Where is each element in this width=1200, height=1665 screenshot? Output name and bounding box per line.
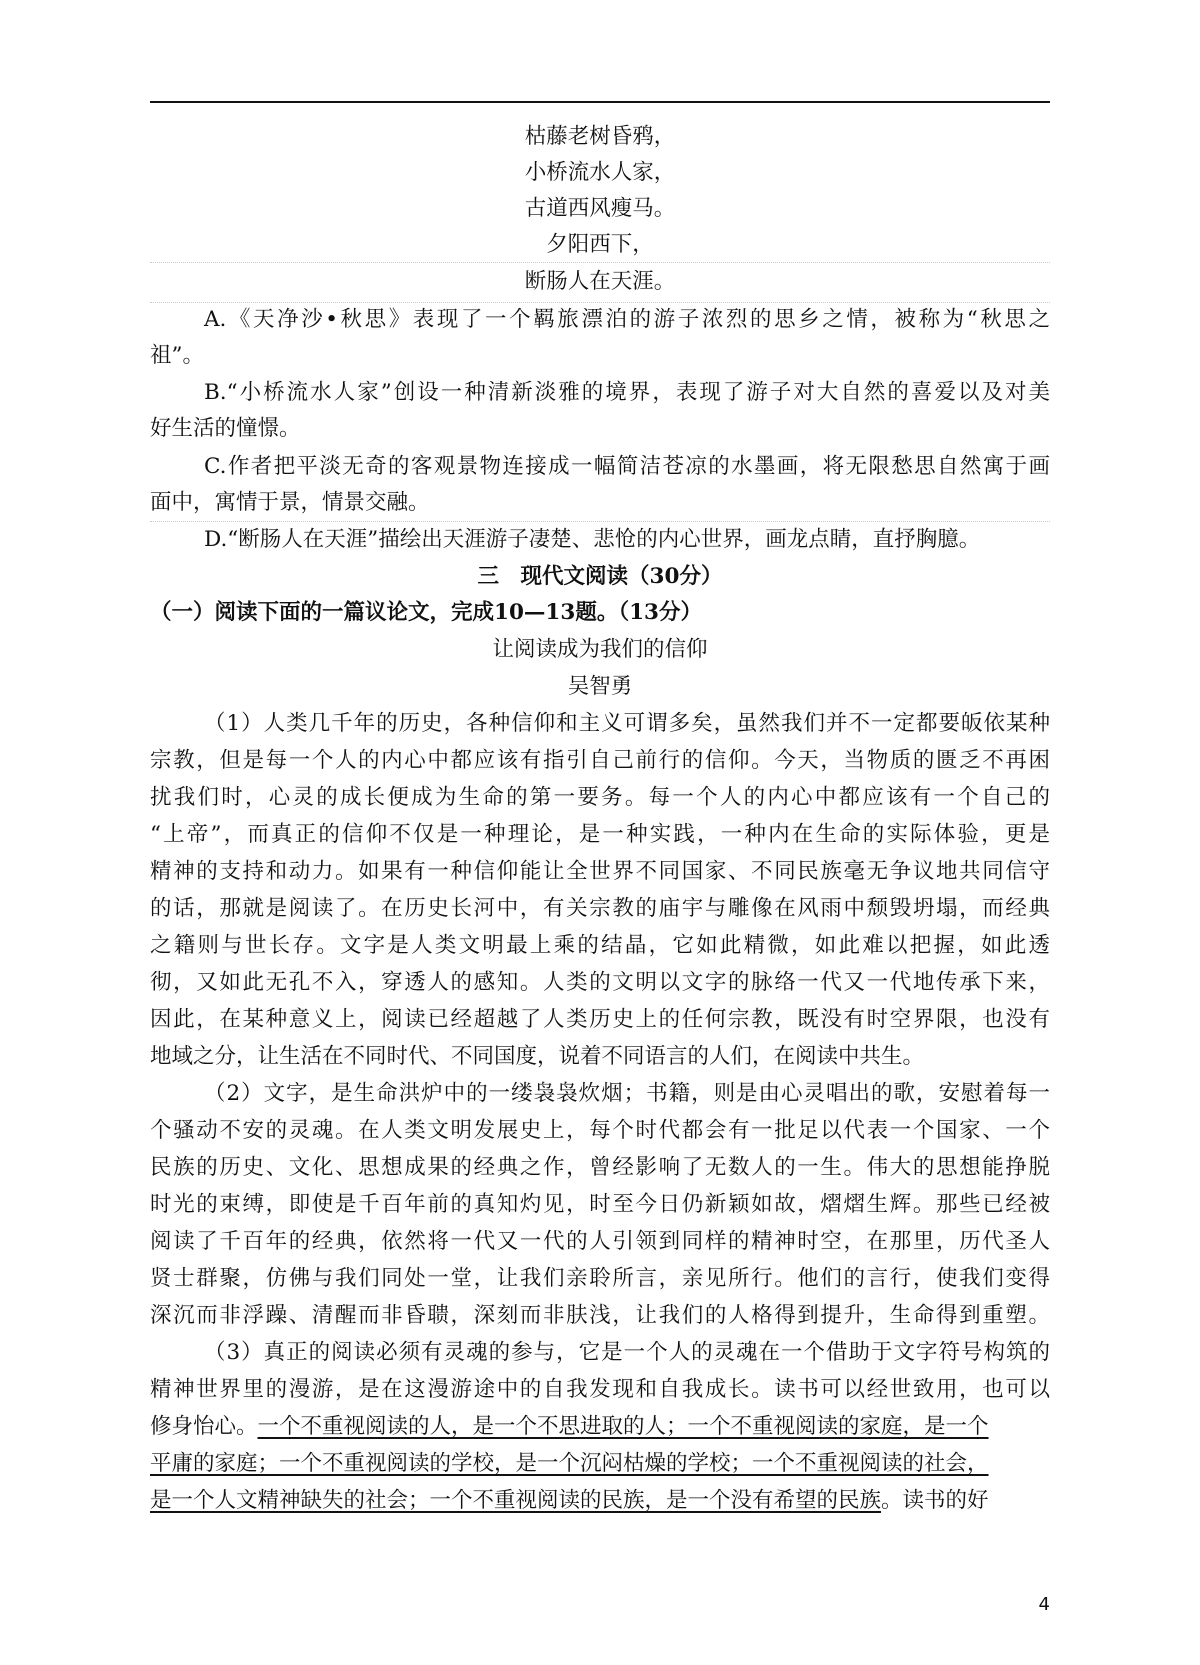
subsection-heading: （一）阅读下面的一篇议论文，完成10—13题。（13分）: [150, 600, 703, 625]
plain-text: 修身怡心。: [150, 1414, 258, 1439]
underlined-text: 是一个人文精神缺失的社会；一个不重视阅读的民族，是一个没有希望的民族: [150, 1488, 882, 1513]
article-author: 吴智勇: [567, 674, 633, 699]
poem-line: 枯藤老树昏鸦，: [524, 124, 676, 149]
option-c-line: C.作者把平淡无奇的客观景物连接成一幅简洁苍凉的水墨画，将无限愁思自然寓于画: [204, 454, 1050, 479]
paragraph-3-line: [150, 1483, 1050, 1519]
paragraph-1-line: 精神的支持和动力。如果有一种信仰能让全世界不同国家、不同民族毫无争议地共同信守: [150, 859, 1050, 884]
underlined-text: 平庸的家庭；一个不重视阅读的学校，是一个沉闷枯燥的学校；一个不重视阅读的社会，: [150, 1451, 989, 1476]
option-c-line: 面中，寓情于景，情景交融。: [150, 490, 430, 515]
paragraph-1-line: （1）人类几千年的历史，各种信仰和主义可谓多矣，虽然我们并不一定都要皈依某种: [204, 711, 1050, 736]
option-b-line: 好生活的憧憬。: [150, 416, 301, 441]
option-a-line: A.《天净沙•秋思》表现了一个羁旅漂泊的游子浓烈的思乡之情，被称为“秋思之: [204, 307, 1050, 332]
paragraph-3-line: [150, 1409, 1050, 1445]
paragraph-1-line: 之籍则与世长存。文字是人类文明最上乘的结晶，它如此精微，如此难以把握，如此透: [150, 933, 1050, 958]
paragraph-3-line: （3）真正的阅读必须有灵魂的参与，它是一个人的灵魂在一个借助于文字符号构筑的: [204, 1340, 1050, 1365]
paragraph-1-line: 宗教，但是每一个人的内心中都应该有指引自己前行的信仰。今天，当物质的匮乏不再困: [150, 748, 1050, 773]
paragraph-1-line: 因此，在某种意义上，阅读已经超越了人类历史上的任何宗教，既没有时空界限，也没有: [150, 1007, 1050, 1032]
section-heading: 三 现代文阅读（30分）: [477, 564, 723, 589]
paragraph-3-line: 精神世界里的漫游，是在这漫游途中的自我发现和自我成长。读书可以经世致用，也可以: [150, 1377, 1050, 1402]
paragraph-2-line: 时光的束缚，即使是千百年前的真知灼见，时至今日仍新颖如故，熠熠生辉。那些已经被: [150, 1192, 1050, 1217]
paragraph-2-line: 阅读了千百年的经典，依然将一代又一代的人引领到同样的精神时空，在那里，历代圣人: [150, 1229, 1050, 1254]
paragraph-1-line: 扰我们时，心灵的成长便成为生命的第一要务。每一个人的内心中都应该有一个自己的: [150, 785, 1050, 810]
plain-text: 。读书的好: [881, 1488, 989, 1513]
dotted-separator: [150, 262, 1050, 263]
paragraph-2-line: 深沉而非浮躁、清醒而非昏聩，深刻而非肤浅，让我们的人格得到提升，生命得到重塑。: [150, 1303, 1050, 1328]
paragraph-2-line: （2）文字，是生命洪炉中的一缕袅袅炊烟；书籍，则是由心灵唱出的歌，安慰着每一: [204, 1081, 1050, 1106]
header-rule: [150, 101, 1050, 103]
page-number: 4: [1038, 1594, 1050, 1615]
option-d-line: D.“断肠人在天涯”描绘出天涯游子凄楚、悲怆的内心世界，画龙点睛，直抒胸臆。: [204, 527, 981, 552]
paragraph-2-line: 贤士群聚，仿佛与我们同处一堂，让我们亲聆所言，亲见所行。他们的言行，使我们变得: [150, 1266, 1050, 1291]
underlined-text: 一个不重视阅读的人，是一个不思进取的人；一个不重视阅读的家庭，是一个: [257, 1414, 989, 1439]
poem-line: 断肠人在天涯。: [524, 269, 676, 294]
article-title: 让阅读成为我们的信仰: [492, 637, 708, 662]
paragraph-1-line: 彻，又如此无孔不入，穿透人的感知。人类的文明以文字的脉络一代又一代地传承下来，: [150, 970, 1050, 995]
paragraph-2-line: 个骚动不安的灵魂。在人类文明发展史上，每个时代都会有一批足以代表一个国家、一个: [150, 1118, 1050, 1143]
poem-line: 古道西风瘦马。: [524, 196, 676, 221]
paragraph-3-line: [150, 1446, 1050, 1482]
poem-line: 夕阳西下，: [546, 232, 654, 257]
poem-line: 小桥流水人家，: [524, 160, 676, 185]
paragraph-2-line: 民族的历史、文化、思想成果的经典之作，曾经影响了无数人的一生。伟大的思想能挣脱: [150, 1155, 1050, 1180]
option-a-line: 祖”。: [150, 343, 204, 368]
option-b-line: B.“小桥流水人家”创设一种清新淡雅的境界，表现了游子对大自然的喜爱以及对美: [204, 380, 1050, 405]
paragraph-1-line: 地域之分，让生活在不同时代、不同国度，说着不同语言的人们，在阅读中共生。: [150, 1044, 925, 1069]
paragraph-1-line: “上帝”，而真正的信仰不仅是一种理论，是一种实践，一种内在生命的实际体验，更是: [150, 822, 1050, 847]
paragraph-1-line: 的话，那就是阅读了。在历史长河中，有关宗教的庙宇与雕像在风雨中颓毁坍塌，而经典: [150, 896, 1050, 921]
